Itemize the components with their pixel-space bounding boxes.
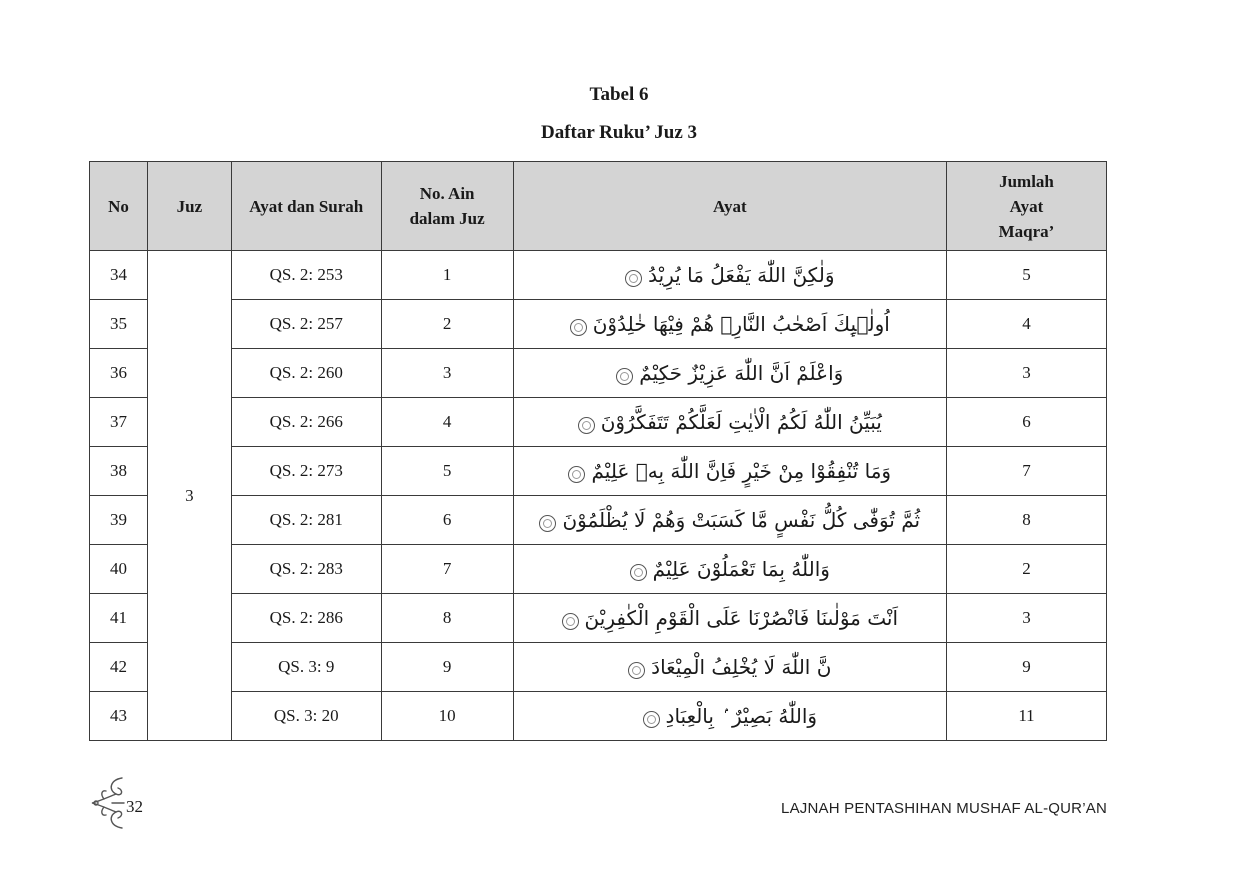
ayat-text: وَاللّٰهُ بَصِيْرٌ ۢ بِالْعِبَادِ (665, 704, 818, 728)
cell-ain: 9 (381, 643, 513, 692)
cell-jumlah: 6 (947, 398, 1107, 447)
cell-ain: 2 (381, 300, 513, 349)
cell-ref: QS. 2: 286 (231, 594, 381, 643)
cell-no: 43 (90, 692, 148, 741)
cell-ref: QS. 2: 253 (231, 251, 381, 300)
verse-end-marker-icon (562, 613, 579, 630)
header-ayat: Ayat (513, 162, 946, 251)
cell-ayat (513, 349, 946, 398)
ayat-text: اُولٰۤىِٕكَ اَصْحٰبُ النَّارِۚ هُمْ فِيْهَا خٰلِدُوْنَ (592, 312, 890, 336)
cell-ref: QS. 2: 260 (231, 349, 381, 398)
verse-end-marker-icon (539, 515, 556, 532)
table-body (90, 251, 1107, 741)
cell-ref: QS. 2: 273 (231, 447, 381, 496)
ayat-text: نَّ اللّٰهَ لَا يُخْلِفُ الْمِيْعَادَ (651, 655, 832, 679)
cell-ayat (513, 300, 946, 349)
cell-ayat (513, 447, 946, 496)
cell-ayat (513, 398, 946, 447)
verse-end-marker-icon (616, 368, 633, 385)
table-row (90, 545, 1107, 594)
cell-juz: 3 (147, 251, 231, 741)
cell-no: 42 (90, 643, 148, 692)
ruku-table (89, 161, 1107, 741)
table-row (90, 349, 1107, 398)
cell-ref: QS. 2: 281 (231, 496, 381, 545)
ayat-text: وَاللّٰهُ بِمَا تَعْمَلُوْنَ عَلِيْمٌ (652, 557, 830, 581)
cell-ref: QS. 2: 266 (231, 398, 381, 447)
cell-ayat (513, 594, 946, 643)
table-header-row (90, 162, 1107, 251)
cell-ayat (513, 643, 946, 692)
cell-jumlah: 7 (947, 447, 1107, 496)
cell-no: 37 (90, 398, 148, 447)
cell-jumlah: 11 (947, 692, 1107, 741)
table-row (90, 447, 1107, 496)
cell-no: 40 (90, 545, 148, 594)
table-title: Tabel 6 (589, 84, 649, 105)
header-no-ain: No. Ain dalam Juz (381, 162, 513, 251)
ayat-text: اَنْتَ مَوْلٰىنَا فَانْصُرْنَا عَلَى الْقَوْمِ الْكٰفِرِيْنَ (584, 606, 899, 630)
header-juz: Juz (147, 162, 231, 251)
verse-end-marker-icon (570, 319, 587, 336)
cell-jumlah: 3 (947, 349, 1107, 398)
cell-ayat (513, 545, 946, 594)
cell-jumlah: 5 (947, 251, 1107, 300)
header-ayat-surah: Ayat dan Surah (231, 162, 381, 251)
cell-ref: QS. 3: 20 (231, 692, 381, 741)
table-row (90, 398, 1107, 447)
verse-end-marker-icon (628, 662, 645, 679)
table-row (90, 300, 1107, 349)
cell-ain: 6 (381, 496, 513, 545)
verse-end-marker-icon (643, 711, 660, 728)
cell-jumlah: 9 (947, 643, 1107, 692)
cell-ain: 5 (381, 447, 513, 496)
ayat-text: وَاعْلَمْ اَنَّ اللّٰهَ عَزِيْزٌ حَكِيْمٌ (639, 361, 844, 385)
header-no: No (90, 162, 148, 251)
cell-no: 35 (90, 300, 148, 349)
cell-ain: 10 (381, 692, 513, 741)
cell-ayat (513, 692, 946, 741)
verse-end-marker-icon (625, 270, 642, 287)
header-jumlah: Jumlah Ayat Maqra’ (947, 162, 1107, 251)
cell-jumlah: 8 (947, 496, 1107, 545)
cell-jumlah: 4 (947, 300, 1107, 349)
ayat-text: وَمَا تُنْفِقُوْا مِنْ خَيْرٍ فَاِنَّ اللّٰهَ بِهٖ عَلِيْمٌ (591, 459, 892, 483)
verse-end-marker-icon (630, 564, 647, 581)
page-number: 32 (126, 797, 143, 816)
table-subtitle: Daftar Ruku’ Juz 3 (540, 122, 698, 143)
verse-end-marker-icon (578, 417, 595, 434)
cell-jumlah: 2 (947, 545, 1107, 594)
cell-ayat (513, 251, 946, 300)
cell-ain: 7 (381, 545, 513, 594)
ayat-text: يُبَيِّنُ اللّٰهُ لَكُمُ الْاٰيٰتِ لَعَلَّكُمْ تَتَفَكَّرُوْنَ (600, 410, 882, 434)
cell-ref: QS. 2: 283 (231, 545, 381, 594)
cell-no: 41 (90, 594, 148, 643)
cell-no: 38 (90, 447, 148, 496)
table-row (90, 643, 1107, 692)
publisher-name: LAJNAH PENTASHIHAN MUSHAF AL-QUR’AN (781, 800, 1107, 817)
cell-ref: QS. 2: 257 (231, 300, 381, 349)
floral-ornament-icon (88, 774, 128, 832)
verse-end-marker-icon (568, 466, 585, 483)
cell-ayat (513, 496, 946, 545)
cell-ref: QS. 3: 9 (231, 643, 381, 692)
cell-no: 34 (90, 251, 148, 300)
cell-ain: 8 (381, 594, 513, 643)
cell-no: 36 (90, 349, 148, 398)
cell-jumlah: 3 (947, 594, 1107, 643)
table-row (90, 251, 1107, 300)
cell-ain: 3 (381, 349, 513, 398)
cell-ain: 4 (381, 398, 513, 447)
table-row (90, 692, 1107, 741)
table-row (90, 594, 1107, 643)
cell-ain: 1 (381, 251, 513, 300)
cell-no: 39 (90, 496, 148, 545)
table-row (90, 496, 1107, 545)
ayat-text: ثُمَّ تُوَفّٰى كُلُّ نَفْسٍ مَّا كَسَبَتْ وَهُمْ لَا يُظْلَمُوْنَ (562, 508, 921, 532)
ayat-text: وَلٰكِنَّ اللّٰهَ يَفْعَلُ مَا يُرِيْدُ (648, 263, 835, 287)
